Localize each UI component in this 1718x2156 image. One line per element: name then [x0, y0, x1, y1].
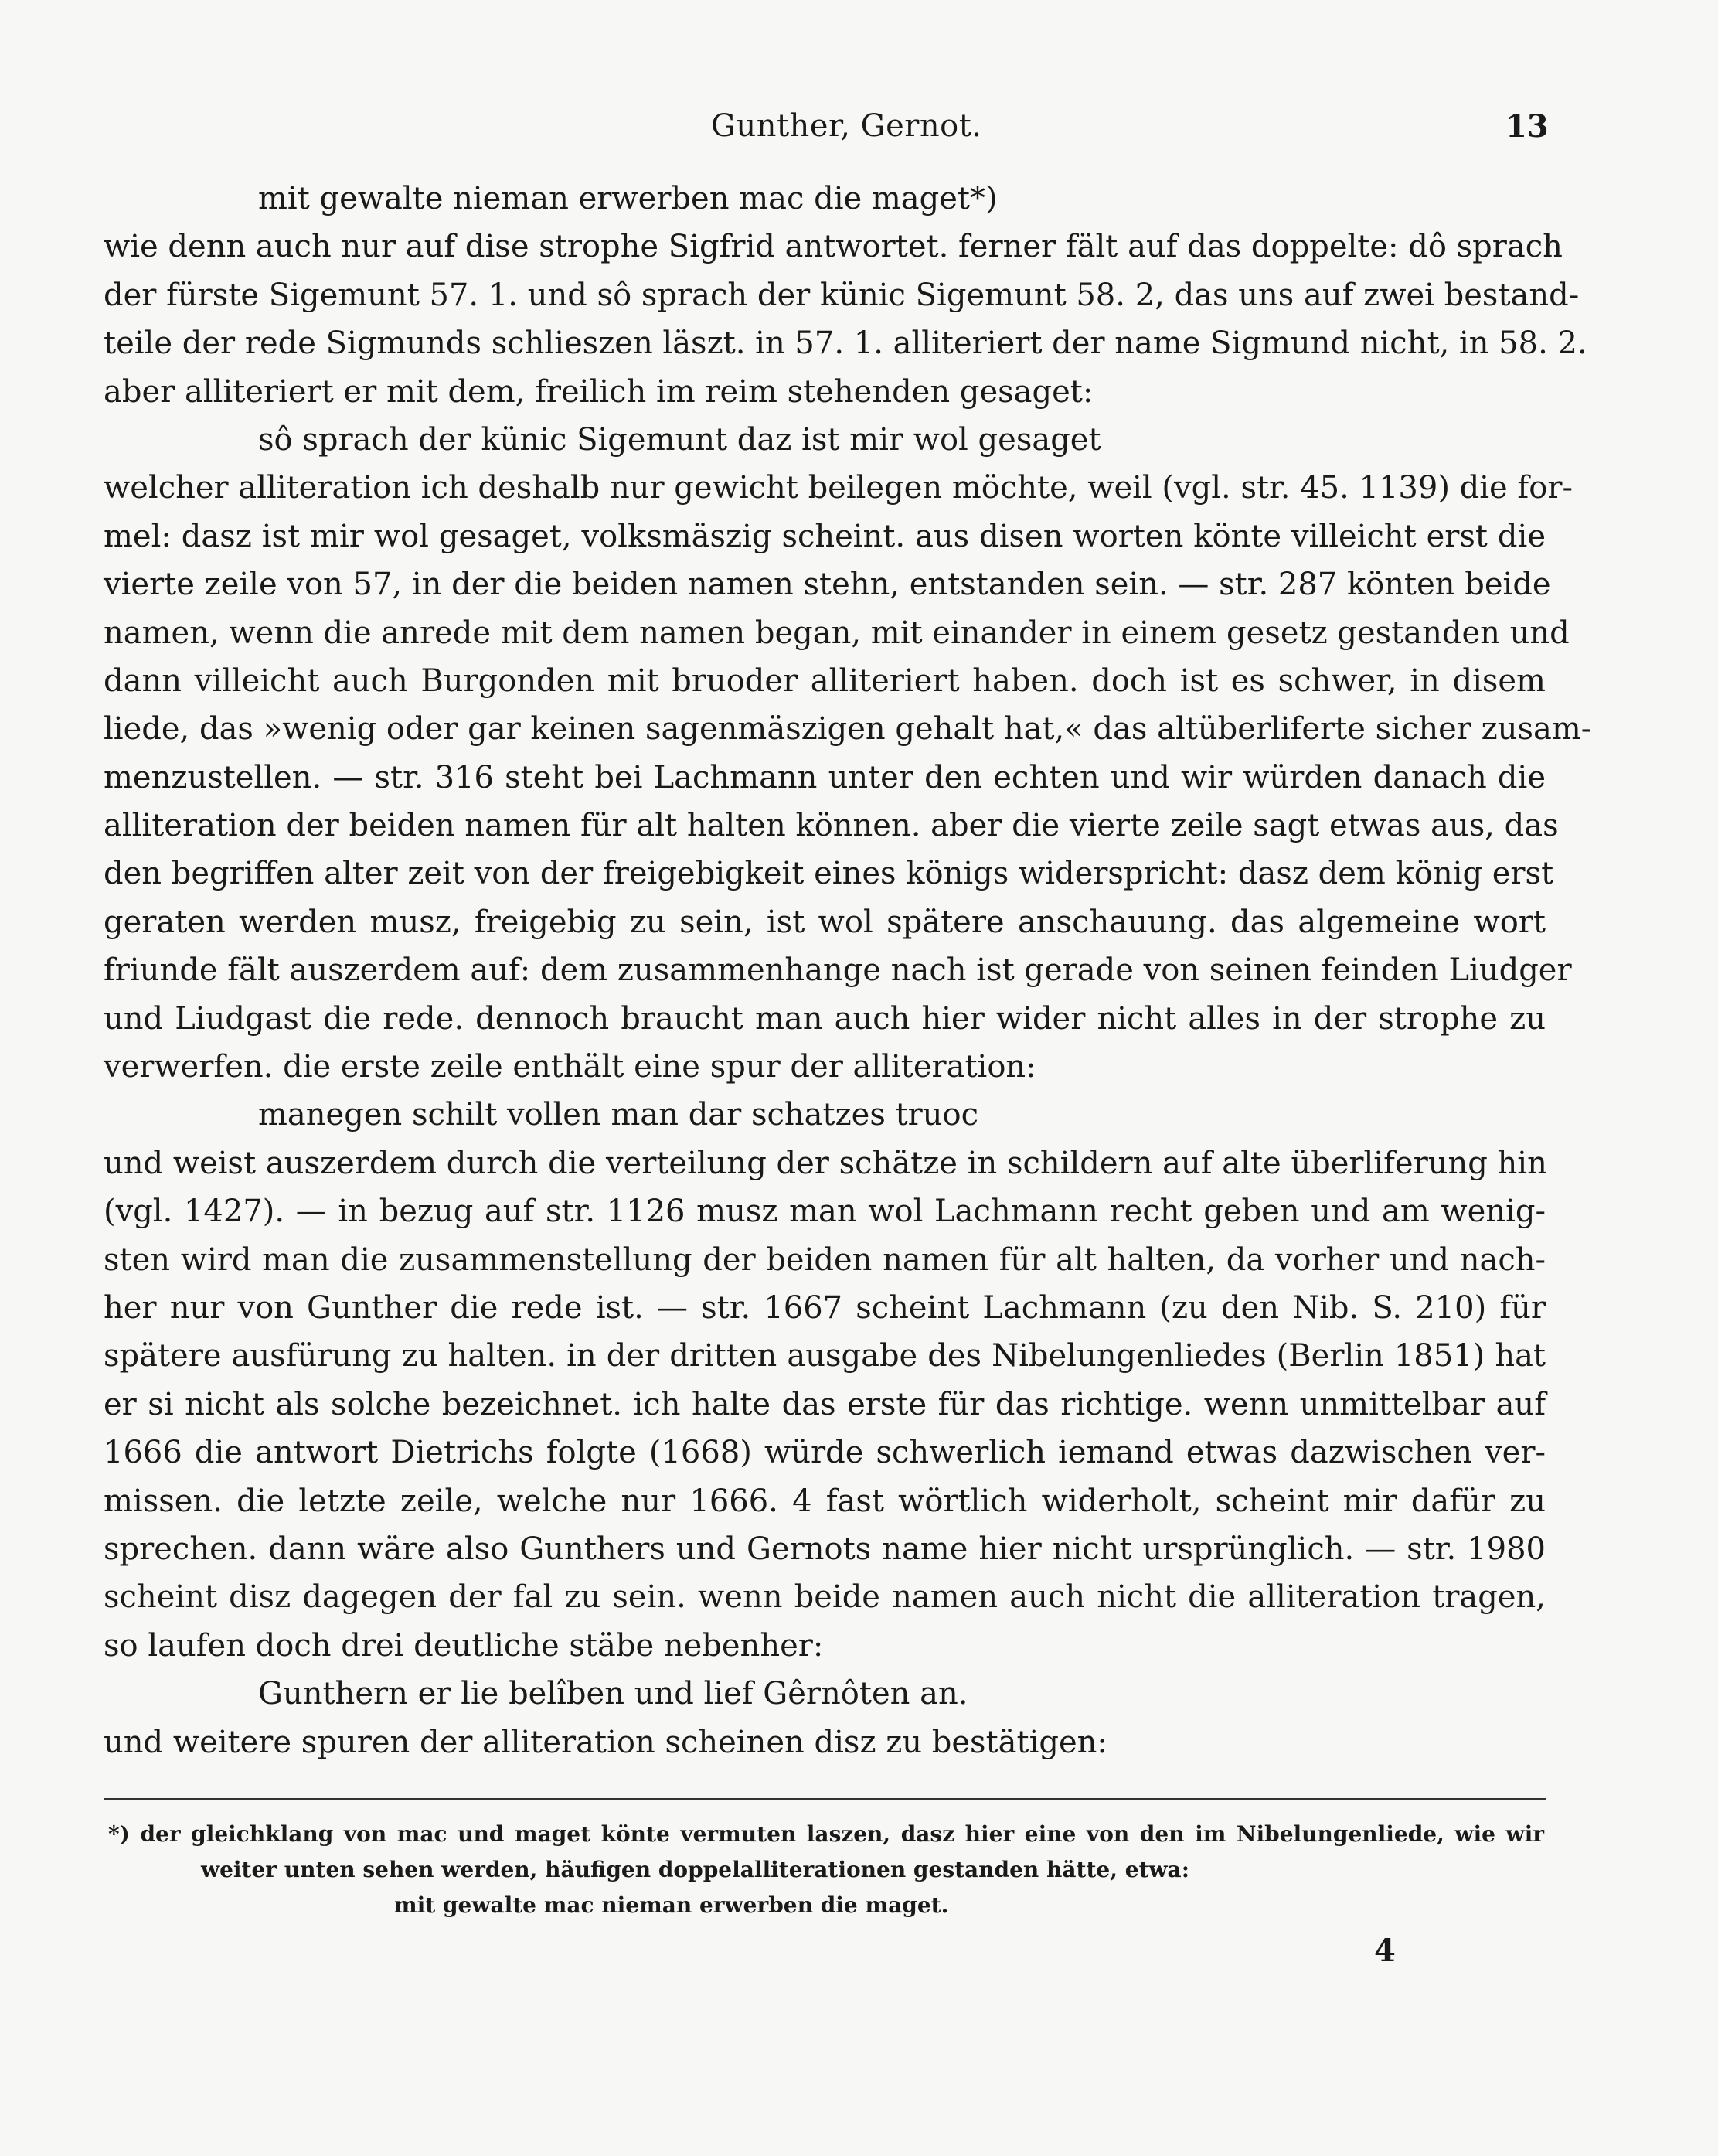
text-line: alliteration der beiden namen für alt halten können. aber die vierte zeile sagt etwas aus, das [104, 808, 1559, 844]
text-line: und Liudgast die rede. dennoch braucht man auch hier wider nicht alles in der strophe zu [104, 1000, 1546, 1037]
text-line: so laufen doch drei deutliche stäbe nebenher: [104, 1627, 824, 1664]
text-line: menzustellen. — str. 316 steht bei Lachmann unter den echten und wir würden danach die [104, 759, 1546, 795]
text-line: namen, wenn die anrede mit dem namen began, mit einander in einem gesetz gestanden und [104, 615, 1570, 651]
footnote-verse: mit gewalte mac nieman erwerben die maget. [394, 1892, 949, 1918]
text-line: den begriffen alter zeit von der freigebigkeit eines königs widerspricht: dasz dem könig erst [104, 856, 1554, 892]
text-line: 1666 die antwort Dietrichs folgte (1668) würde schwerlich iemand etwas dazwischen ver- [104, 1435, 1546, 1471]
text-line: sprechen. dann wäre also Gunthers und Gernots name hier nicht ursprünglich. — str. 1980 [104, 1531, 1546, 1567]
text-line: welcher alliteration ich deshalb nur gewicht beilegen möchte, weil (vgl. str. 45. 1139) die for- [104, 470, 1573, 506]
running-title: Gunther, Gernot. [711, 108, 982, 144]
text-line: mel: dasz ist mir wol gesaget, volksmäszig scheint. aus disen worten könte villeicht erst die [104, 518, 1546, 554]
page-header [0, 108, 1718, 155]
text-line: (vgl. 1427). — in bezug auf str. 1126 musz man wol Lachmann recht geben und am wenig- [104, 1194, 1546, 1230]
text-line: sten wird man die zusammenstellung der beiden namen für alt halten, da vorher und nach- [104, 1241, 1546, 1278]
verse-quote: sô sprach der künic Sigemunt daz ist mir wol gesaget [258, 421, 1101, 458]
verse-quote: manegen schilt vollen man dar schatzes truoc [258, 1097, 979, 1133]
text-line: scheint disz dagegen der fal zu sein. wenn beide namen auch nicht die alliteration tragen, [104, 1579, 1546, 1616]
signature-mark: 4 [1374, 1933, 1396, 1969]
text-line: vierte zeile von 57, in der die beiden namen stehn, entstanden sein. — str. 287 könten beide [104, 567, 1551, 603]
footnotes [108, 1817, 1544, 1923]
text-line: wie denn auch nur auf dise strophe Sigfrid antwortet. ferner fält auf das doppelte: dô sprach [104, 229, 1563, 265]
text-line: der fürste Sigemunt 57. 1. und sô sprach der künic Sigemunt 58. 2, das uns auf zwei bestand- [104, 277, 1580, 313]
text-line: und weist auszerdem durch die verteilung der schätze in schildern auf alte überliferung hin [104, 1145, 1547, 1181]
verse-quote: Gunthern er lie belîben und lief Gêrnôten an. [258, 1676, 968, 1712]
text-line: geraten werden musz, freigebig zu sein, ist wol spätere anschauung. das algemeine wort [104, 904, 1546, 940]
verse-quote: mit gewalte nieman erwerben mac die maget*) [258, 181, 998, 216]
text-line: missen. die letzte zeile, welche nur 1666. 4 fast wörtlich widerholt, scheint mir dafür zu [104, 1483, 1546, 1519]
text-line: und weitere spuren der alliteration scheinen disz zu bestätigen: [104, 1724, 1107, 1760]
text-line: liede, das »wenig oder gar keinen sagenmäszigen gehalt hat,« das altüberliferte sicher zusam- [104, 711, 1592, 748]
footnote-rule [104, 1798, 1546, 1800]
text-line: aber alliteriert er mit dem, freilich im reim stehenden gesaget: [104, 373, 1094, 410]
text-line: teile der rede Sigmunds schlieszen läszt. in 57. 1. alliteriert der name Sigmund nicht, in 58. 2. [104, 325, 1587, 362]
page-number: 13 [1505, 108, 1549, 145]
text-line: friunde fält auszerdem auf: dem zusammenhange nach ist gerade von seinen feinden Liudger [104, 952, 1572, 989]
text-line: her nur von Gunther die rede ist. — str. 1667 scheint Lachmann (zu den Nib. S. 210) für [104, 1289, 1546, 1326]
text-line: dann villeicht auch Burgonden mit bruoder alliteriert haben. doch ist es schwer, in disem [104, 662, 1546, 699]
text-line: spätere ausfürung zu halten. in der dritten ausgabe des Nibelungenliedes (Berlin 1851) hat [104, 1338, 1546, 1374]
footnote-line: *) der gleichklang von mac und maget könte vermuten laszen, dasz hier eine von den im Nibelungenliede, wie wir [108, 1821, 1544, 1847]
text-line: er si nicht als solche bezeichnet. ich halte das erste für das richtige. wenn unmittelbar auf [104, 1386, 1546, 1422]
main-text [104, 175, 1592, 1766]
text-line: verwerfen. die erste zeile enthält eine spur der alliteration: [104, 1049, 1036, 1085]
footnote-line: weiter unten sehen werden, häufigen doppelalliterationen gestanden hätte, etwa: [201, 1857, 1190, 1882]
